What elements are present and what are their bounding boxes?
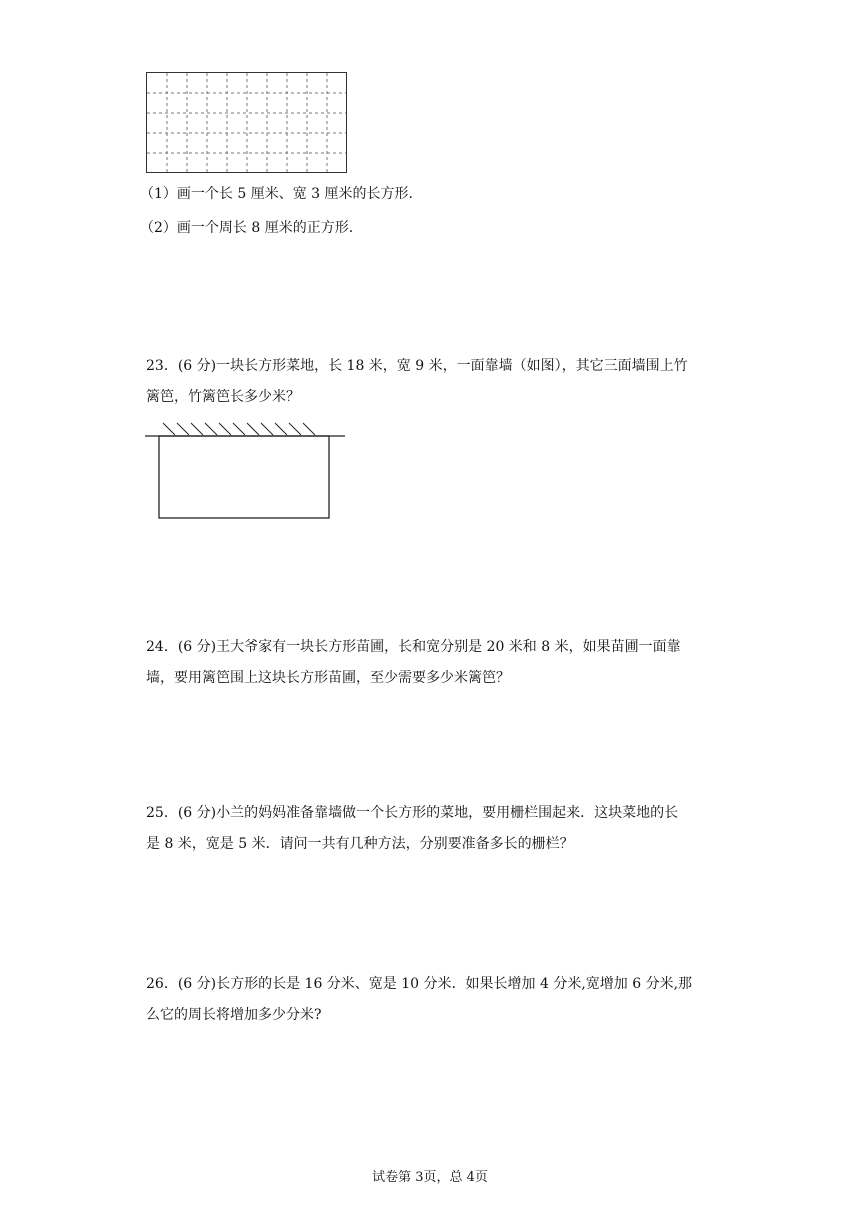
q24-line2: 墙，要用篱笆围上这块长方形苗圃，至少需要多少米篱笆？	[146, 670, 510, 686]
q25-line1: 25．(6 分)小兰的妈妈准备靠墙做一个长方形的菜地，要用栅栏围起来．这块菜地的长	[146, 805, 679, 821]
q22-part2: （2）画一个周长 8 厘米的正方形.	[140, 220, 354, 236]
q26-line2: 么它的周长将增加多少分米?	[146, 1007, 322, 1023]
q23-line2: 篱笆，竹篱笆长多少米？	[146, 389, 300, 405]
vegetable-plot	[159, 436, 329, 518]
grid-lines	[147, 73, 346, 172]
wall-rectangle-figure	[145, 420, 347, 526]
q22-part1: （1）画一个长 5 厘米、宽 3 厘米的长方形.	[140, 186, 413, 202]
wall-hatching	[163, 423, 315, 435]
q23-line1: 23．(6 分)一块长方形菜地，长 18 米，宽 9 米，一面靠墙（如图），其它三面墙围上竹	[146, 358, 688, 374]
q25-line2: 是 8 米，宽是 5 米．请问一共有几种方法，分别要准备多长的栅栏？	[146, 836, 574, 852]
dotted-grid	[146, 72, 347, 173]
q26-line1: 26．(6 分)长方形的长是 16 分米、宽是 10 分米．如果长增加 4 分米,宽增加 6 分米,那	[146, 976, 693, 992]
q24-line1: 24．(6 分)王大爷家有一块长方形苗圃，长和宽分别是 20 米和 8 米，如果苗圃一面靠	[146, 639, 681, 655]
page-footer: 试卷第 3页，总 4页	[372, 1170, 488, 1185]
